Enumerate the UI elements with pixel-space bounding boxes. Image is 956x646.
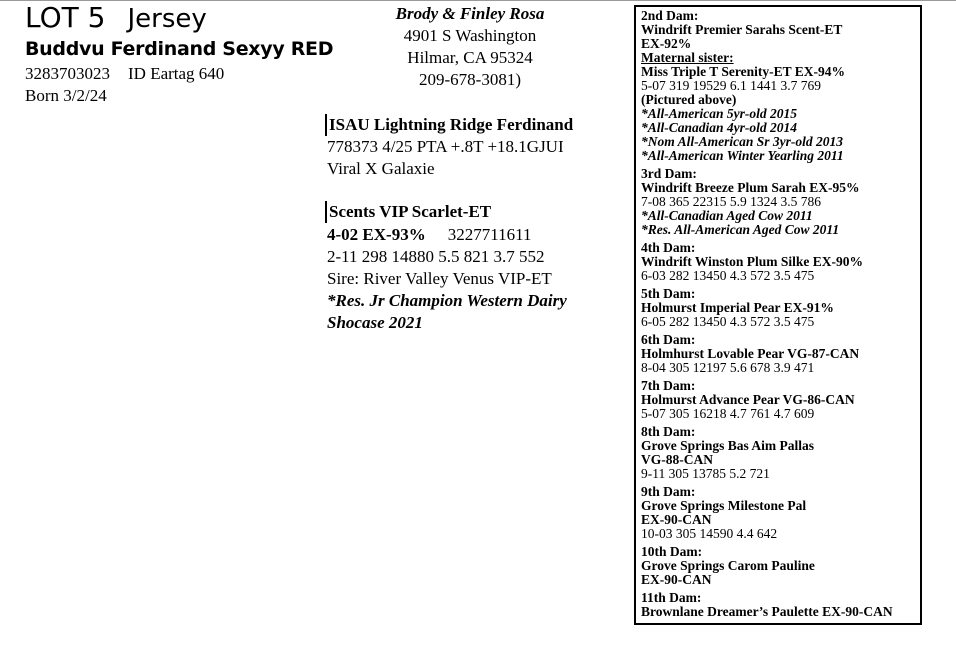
pedigree-generation: [641, 425, 920, 481]
pedigree-line: 2nd Dam:: [641, 8, 699, 23]
pedigree-generation: [641, 333, 920, 375]
dam-award-line-2: Shocase 2021: [327, 313, 423, 332]
pedigree-line: Holmurst Advance Pear VG-86-CAN: [641, 392, 855, 407]
pedigree-line: 6th Dam:: [641, 332, 696, 347]
pedigree-generation: [641, 379, 920, 421]
pedigree-line: 8-04 305 12197 5.6 678 3.9 471: [641, 360, 815, 375]
owner-city: Hilmar, CA 95324: [407, 48, 533, 67]
pedigree-line: 3rd Dam:: [641, 166, 697, 181]
pedigree-generation: [641, 287, 920, 329]
pedigree-line: VG-88-CAN: [641, 452, 713, 467]
dam-reg-number: 3227711611: [447, 225, 532, 244]
dam-class-line: [327, 224, 531, 246]
pedigree-line: 11th Dam:: [641, 590, 702, 605]
pedigree-generation: [641, 591, 920, 619]
pedigree-line: Windrift Breeze Plum Sarah EX-95%: [641, 180, 860, 195]
animal-eartag: ID Eartag 640: [128, 64, 225, 83]
pedigree-line: (Pictured above): [641, 92, 737, 107]
pedigree-line: 7-08 365 22315 5.9 1324 3.5 786: [641, 194, 821, 209]
pedigree-line: 6-03 282 13450 4.3 572 3.5 475: [641, 268, 815, 283]
pedigree-generation: [641, 9, 920, 163]
pedigree-box: [634, 5, 922, 625]
pedigree-line: *All-American Winter Yearling 2011: [641, 148, 844, 163]
pedigree-line: 5th Dam:: [641, 286, 696, 301]
pedigree-line: *Nom All-American Sr 3yr-old 2013: [641, 134, 844, 149]
dam-classification: 4-02 EX-93%: [327, 225, 426, 244]
dam-name: Scents VIP Scarlet-ET: [329, 202, 492, 221]
pedigree-line: Maternal sister:: [641, 50, 734, 65]
pedigree-line: 9-11 305 13785 5.2 721: [641, 466, 770, 481]
lot-heading: [25, 0, 207, 37]
sire-pedigree: Viral X Galaxie: [327, 159, 435, 178]
pedigree-line: 8th Dam:: [641, 424, 696, 439]
lot-number: LOT 5: [25, 1, 106, 34]
pedigree-line: EX-92%: [641, 36, 692, 51]
pedigree-line: *All-American 5yr-old 2015: [641, 106, 797, 121]
pedigree-line: Windrift Premier Sarahs Scent-ET: [641, 22, 843, 37]
pedigree-generation: [641, 545, 920, 587]
pedigree-line: EX-90-CAN: [641, 512, 712, 527]
breed: Jersey: [127, 4, 207, 34]
pedigree-line: 10th Dam:: [641, 544, 703, 559]
pedigree-line: Windrift Winston Plum Silke EX-90%: [641, 254, 864, 269]
pedigree-generation: [641, 485, 920, 541]
pedigree-line: Grove Springs Carom Pauline: [641, 558, 815, 573]
pedigree-line: 5-07 305 16218 4.7 761 4.7 609: [641, 406, 815, 421]
pedigree-line: 10-03 305 14590 4.4 642: [641, 526, 778, 541]
pedigree-line: Grove Springs Milestone Pal: [641, 498, 807, 513]
pedigree-line: *Res. All-American Aged Cow 2011: [641, 222, 840, 237]
owner-phone: 209-678-3081): [419, 70, 521, 89]
pedigree-generation: [641, 241, 920, 283]
pedigree-line: 6-05 282 13450 4.3 572 3.5 475: [641, 314, 815, 329]
dam-record: 2-11 298 14880 5.5 821 3.7 552: [327, 247, 545, 266]
pedigree-line: EX-90-CAN: [641, 572, 712, 587]
dam-award-line-1: *Res. Jr Champion Western Dairy: [327, 291, 567, 310]
owner-address: 4901 S Washington: [403, 26, 537, 45]
pedigree-line: Miss Triple T Serenity-ET EX-94%: [641, 64, 846, 79]
pedigree-line: *All-Canadian 4yr-old 2014: [641, 120, 798, 135]
owner-name: Brody & Finley Rosa: [395, 4, 545, 23]
pedigree-line: 4th Dam:: [641, 240, 696, 255]
dam-sire: Sire: River Valley Venus VIP-ET: [327, 269, 552, 288]
animal-reg-number: 3283703023: [25, 64, 110, 83]
animal-name: Buddvu Ferdinand Sexyy RED: [25, 38, 334, 60]
pedigree-line: 9th Dam:: [641, 484, 696, 499]
pedigree-line: *All-Canadian Aged Cow 2011: [641, 208, 813, 223]
pedigree-line: 5-07 319 19529 6.1 1441 3.7 769: [641, 78, 821, 93]
animal-born: Born 3/2/24: [25, 86, 107, 105]
owner-block: [370, 3, 570, 91]
pedigree-line: Grove Springs Bas Aim Pallas: [641, 438, 815, 453]
sire-stats: 778373 4/25 PTA +.8T +18.1GJUI: [327, 137, 564, 156]
sire-name: ISAU Lightning Ridge Ferdinand: [329, 115, 574, 134]
dam-block: [325, 201, 619, 223]
pedigree-line: 7th Dam:: [641, 378, 696, 393]
pedigree-generation: [641, 167, 920, 237]
animal-id-line: [25, 63, 224, 85]
pedigree-line: Holmurst Imperial Pear EX-91%: [641, 300, 834, 315]
pedigree-line: Holmhurst Lovable Pear VG-87-CAN: [641, 346, 860, 361]
pedigree-line: Brownlane Dreamer’s Paulette EX-90-CAN: [641, 604, 893, 619]
sire-block: [325, 114, 619, 136]
